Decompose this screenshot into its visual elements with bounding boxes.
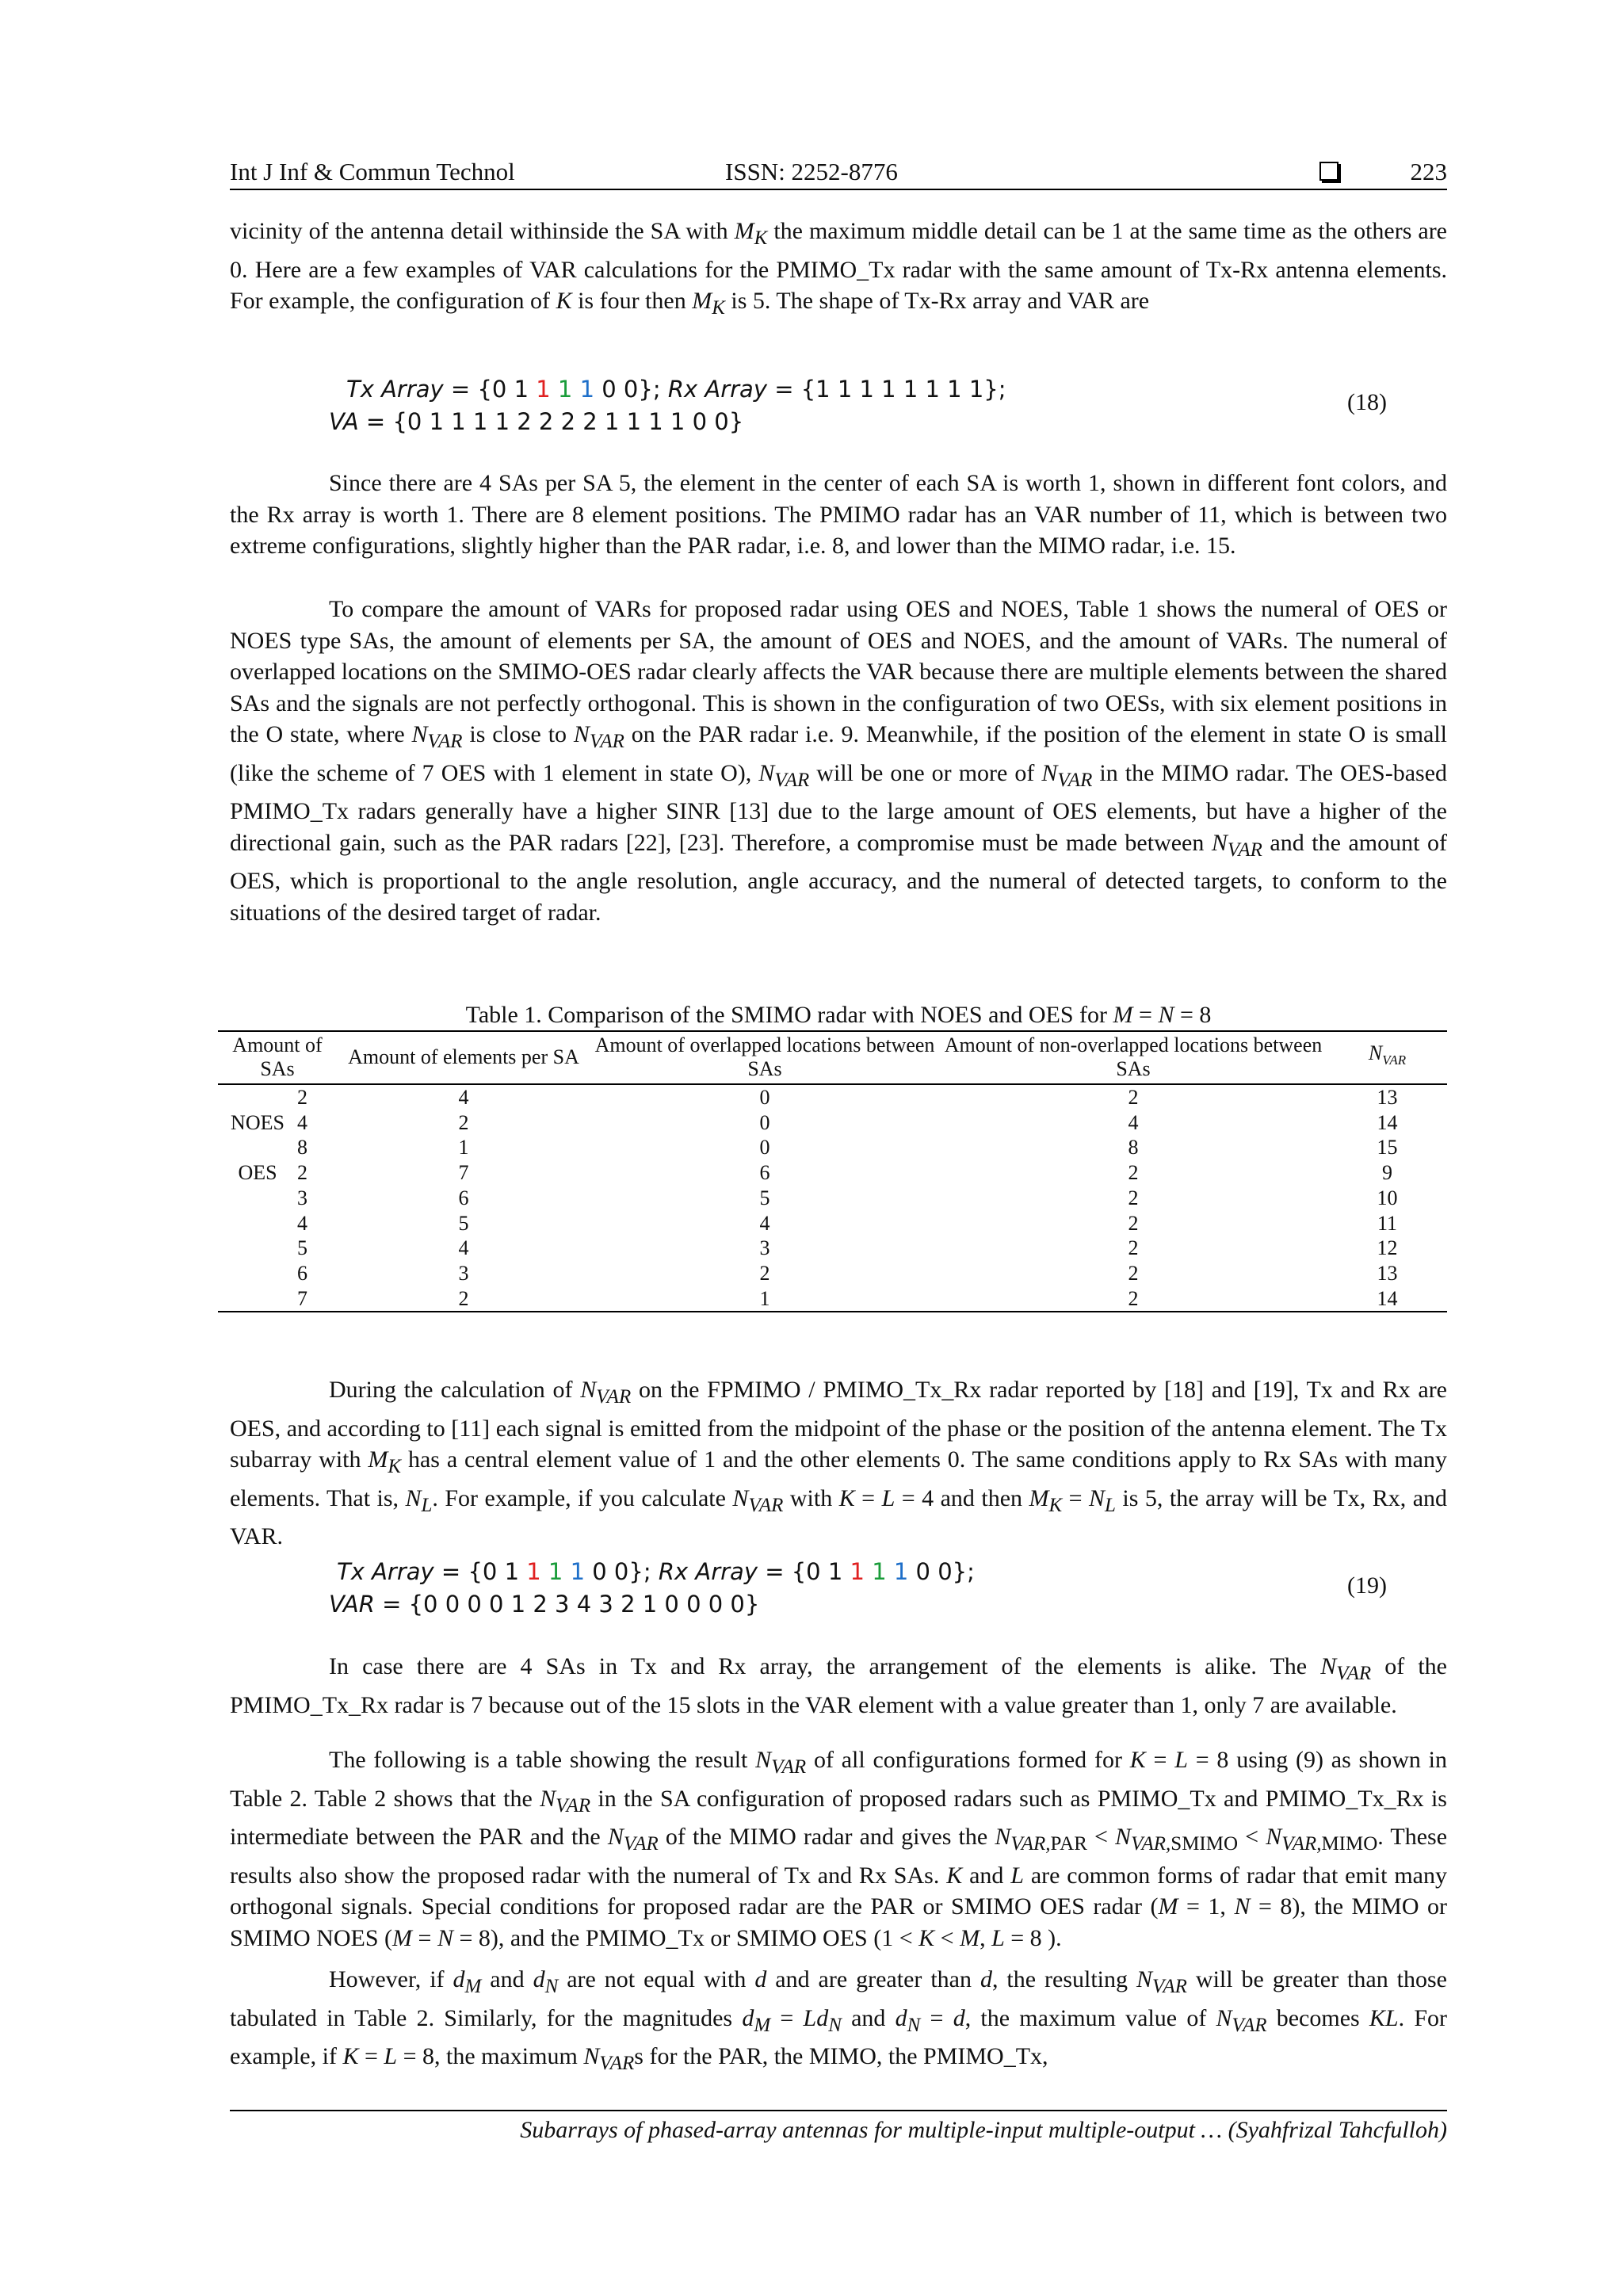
footer-rule <box>230 2110 1447 2111</box>
table-cell: 2 <box>1128 1211 1139 1235</box>
table-cell: 4 <box>297 1110 307 1134</box>
table-cell: 7 <box>458 1161 469 1185</box>
table-cell: 4 <box>297 1211 307 1235</box>
table-cell: 2 <box>1128 1161 1139 1185</box>
table-header-row <box>218 1032 1447 1084</box>
paragraph-1: vicinity of the antenna detail withinside the SA with $M_K$ the maximum middle detail can be 1 at the same time as the others are 0. Here are a few examples of VAR calculations for the PMIMO_Tx radar with the same amount of Tx-Rx antenna elements. For example, the configuration of K is four then $M_K$ is 5. The shape of Tx-Rx array and VAR are <box>230 218 1448 319</box>
table-row <box>218 1211 1447 1236</box>
paragraph-3: To compare the amount of VARs for proposed radar using OES and NOES, Table 1 shows the numeral of OES or NOES type SAs, the amount of elements per SA, the amount of OES and NOES, and the amount of VARs. The numeral of overlapped locations on the SMIMO-OES radar clearly affects the VAR because there are multiple elements between the shared SAs and the signals are not perfectly orthogonal. This is shown in the configuration of two OESs, with six element positions in the O state, where $N_{VAR}$ is close to $N_{VAR}$ on the PAR radar i.e. 9. Meanwhile, if the position of the element in state O is small (like the scheme of 7 OES with 1 element in state O), $N_{VAR}$ will be one or more of $N_{VAR}$ in the MIMO radar. The OES-based PMIMO_Tx radars generally have a higher SINR [13] due to the large amount of OES elements, but have a higher of the directional gain, such as the PAR radars [22], [23]. Therefore, a compromise must be made between $N_{VAR}$ and the amount of OES, which is proportional to the angle resolution, angle accuracy, and the numeral of detected targets, to conform to the situations of the desired target of radar. <box>230 596 1448 926</box>
equation-19-line-1: Tx Array = {0 1 1 1 1 0 0}; Rx Array = {0 1 1 1 1 0 0}; <box>337 1558 975 1585</box>
table-cell: 4 <box>458 1236 469 1260</box>
table-cell: 10 <box>1377 1186 1398 1209</box>
table-cell: NOES <box>231 1110 285 1134</box>
header-nvar: $N_{VAR}$ <box>1327 1032 1447 1084</box>
table-cell: 1 <box>458 1136 469 1159</box>
table-cell: 3 <box>297 1186 307 1209</box>
header-overlapped: Amount of overlapped locations between SAs <box>590 1032 939 1084</box>
running-header <box>230 155 1447 190</box>
table-row <box>218 1261 1447 1286</box>
table-row <box>218 1186 1447 1211</box>
table-cell: 6 <box>297 1261 307 1285</box>
table-cell: 2 <box>1128 1236 1139 1260</box>
table-cell: 4 <box>458 1086 469 1109</box>
table-cell: 3 <box>759 1236 770 1260</box>
page-number: 223 <box>1410 158 1447 185</box>
table-cell: 2 <box>1128 1286 1139 1310</box>
table-row <box>218 1084 1447 1110</box>
table-cell <box>218 1084 297 1110</box>
table-cell <box>218 1286 297 1312</box>
table-1-caption: Table 1. Comparison of the SMIMO radar with NOES and OES for M = N = 8 <box>465 1002 1212 1028</box>
table-cell: 4 <box>1128 1110 1139 1134</box>
table-cell: 5 <box>458 1211 469 1235</box>
header-elements-per-sa: Amount of elements per SA <box>337 1032 590 1084</box>
equation-18-line-1: Tx Array = {0 1 1 1 1 0 0}; Rx Array = {1 1 1 1 1 1 1 1}; <box>346 376 1006 403</box>
table-cell: 5 <box>759 1186 770 1209</box>
table-cell: 1 <box>759 1286 770 1310</box>
table-cell: 3 <box>458 1261 469 1285</box>
table-cell: 2 <box>759 1261 770 1285</box>
table-cell: 13 <box>1377 1261 1398 1285</box>
running-footer: Subarrays of phased-array antennas for multiple-input multiple-output … (Syahfrizal Tahcfulloh) <box>520 2117 1447 2143</box>
paragraph-2: Since there are 4 SAs per SA 5, the element in the center of each SA is worth 1, shown in different font colors, and the Rx array is worth 1. There are 8 element positions. The PMIMO radar has an VAR number of 11, which is between two extreme configurations, slightly higher than the PAR radar, i.e. 8, and lower than the MIMO radar, i.e. 15. <box>230 470 1447 559</box>
issn: ISSN: 2252-8776 <box>725 158 898 185</box>
table-cell: 2 <box>458 1286 469 1310</box>
table-cell: 13 <box>1377 1086 1398 1109</box>
header-amount-of-sas: Amount of SAs <box>218 1032 337 1084</box>
table-cell <box>218 1211 297 1236</box>
table-row <box>218 1236 1447 1261</box>
table-row <box>218 1160 1447 1186</box>
table-cell: 15 <box>1377 1136 1398 1159</box>
table-cell: 2 <box>458 1110 469 1134</box>
paragraph-6: The following is a table showing the result $N_{VAR}$ of all configurations formed for K = L = 8 using (9) as shown in Table 2. Table 2 shows that the $N_{VAR}$ in the SA configuration of proposed radars such as PMIMO_Tx and PMIMO_Tx_Rx is intermediate between the PAR and the $N_{VAR}$ of the MIMO radar and gives the $N_{VAR,PAR} < N_{VAR,SMIMO} < N_{VAR,MIMO}$. These results also show the proposed radar with the numeral of Tx and Rx SAs. K and L are common forms of radar that emit many orthogonal signals. Special conditions for proposed radar are the PAR or SMIMO OES radar (M = 1, N = 8), the MIMO or SMIMO NOES (M = N = 8), and the PMIMO_Tx or SMIMO OES (1 < K < M, L = 8 ). <box>230 1747 1448 1951</box>
table-cell: 11 <box>1377 1211 1398 1235</box>
equation-19-number: (19) <box>1347 1572 1387 1599</box>
table-cell: 14 <box>1377 1110 1398 1134</box>
table-cell <box>218 1135 297 1160</box>
table-cell <box>218 1186 297 1211</box>
table-cell: 2 <box>297 1086 307 1109</box>
paragraph-4: During the calculation of $N_{VAR}$ on the FPMIMO / PMIMO_Tx_Rx radar reported by [18] and [19], Tx and Rx are OES, and according to [11] each signal is emitted from the midpoint of the phase or the position of the antenna element. The Tx subarray with $M_K$ has a central element value of 1 and the other elements 0. The same conditions apply to Rx SAs with many elements. That is, $N_L$. For example, if you calculate $N_{VAR}$ with K = L = 4 and then $M_K = N_L$ is 5, the array will be Tx, Rx, and VAR. <box>230 1377 1448 1549</box>
table-cell: 0 <box>759 1086 770 1109</box>
table-cell: 5 <box>297 1236 307 1260</box>
table-cell: 12 <box>1377 1236 1398 1260</box>
table-row <box>218 1135 1447 1160</box>
table-cell: OES <box>238 1161 277 1185</box>
table-cell: 9 <box>1382 1161 1392 1185</box>
table-cell: 4 <box>759 1211 770 1235</box>
table-cell: 14 <box>1377 1286 1398 1310</box>
table-row <box>218 1286 1447 1312</box>
table-cell: 0 <box>759 1110 770 1134</box>
table-cell: 6 <box>458 1186 469 1209</box>
table-row <box>218 1110 1447 1136</box>
table-cell <box>218 1261 297 1286</box>
paragraph-5: In case there are 4 SAs in Tx and Rx array, the arrangement of the elements is alike. The $N_{VAR}$ of the PMIMO_Tx_Rx radar is 7 because out of the 15 slots in the VAR element with a value greater than 1, only 7 are available. <box>230 1653 1448 1718</box>
table-cell: 2 <box>1128 1086 1139 1109</box>
journal-name: Int J Inf & Commun Technol <box>230 158 515 185</box>
equation-18-number: (18) <box>1347 389 1387 415</box>
table-cell: 0 <box>759 1136 770 1159</box>
table-cell: 2 <box>297 1161 307 1185</box>
table-cell <box>218 1236 297 1261</box>
table-cell: 8 <box>297 1136 307 1159</box>
equation-18-line-2: VA = {0 1 1 1 1 2 2 2 2 1 1 1 1 0 0} <box>329 408 744 435</box>
header-non-overlapped: Amount of non-overlapped locations between SAs <box>939 1032 1327 1084</box>
table-cell: 2 <box>1128 1261 1139 1285</box>
table-cell: 6 <box>759 1161 770 1185</box>
table-cell: 2 <box>1128 1186 1139 1209</box>
table-1 <box>218 1030 1447 1312</box>
square-icon <box>1319 162 1338 181</box>
equation-19-line-2: VAR = {0 0 0 0 1 2 3 4 3 2 1 0 0 0 0} <box>329 1591 760 1618</box>
paragraph-7: However, if $d_M$ and $d_N$ are not equal with d and are greater than d, the resulting $N_{VAR}$ will be greater than those tabulated in Table 2. Similarly, for the magnitudes $d_M = Ld_N$ and $d_N = d$, the maximum value of $N_{VAR}$ becomes KL. For example, if K = L = 8, the maximum $N_{VAR}s$ for the PAR, the MIMO, the PMIMO_Tx, <box>230 1966 1447 2074</box>
table-cell: 8 <box>1128 1136 1139 1159</box>
table-cell: 7 <box>297 1286 307 1310</box>
